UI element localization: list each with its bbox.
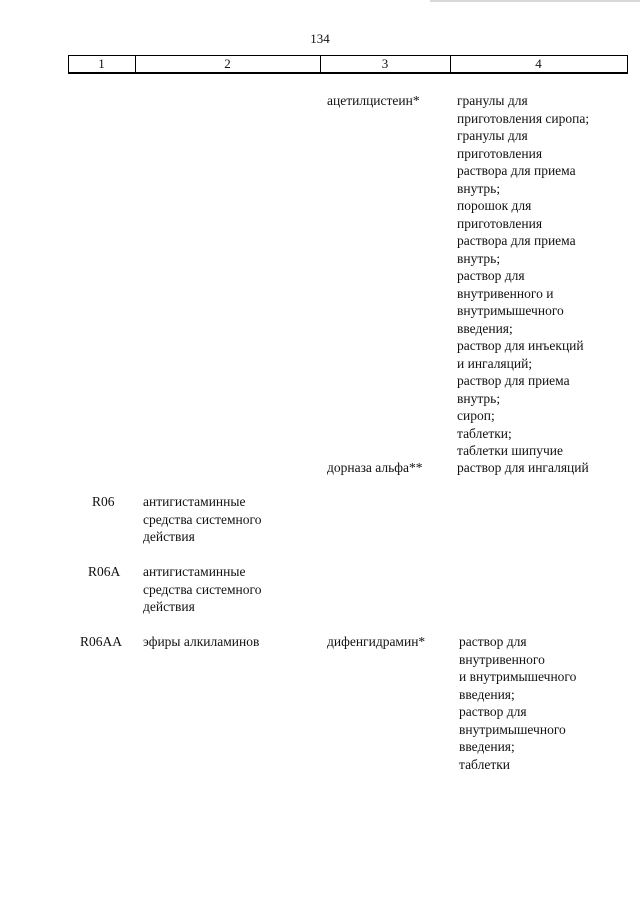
header-col-3: 3 xyxy=(381,56,389,71)
dosage-form-line: внутривенного и xyxy=(457,285,554,301)
dosage-form-line: и ингаляций; xyxy=(457,355,533,371)
dosage-form-line: и внутримышечного xyxy=(459,669,577,684)
dosage-form-line: таблетки; xyxy=(457,425,512,441)
dosage-form-line: внутрь; xyxy=(457,180,501,196)
dosage-forms-list xyxy=(459,633,576,773)
dosage-form-line: раствора для приема xyxy=(457,233,576,248)
group-name-line: действия xyxy=(143,529,195,544)
dosage-form-line: раствор для приема xyxy=(457,373,570,388)
group-name-line: антигистаминные xyxy=(143,564,246,579)
atc-group-name xyxy=(143,563,261,616)
dosage-form-line: сироп; xyxy=(457,408,495,423)
header-col-2: 2 xyxy=(224,56,231,71)
dosage-form-line: гранулы для xyxy=(457,93,528,108)
dosage-form-line: гранулы для xyxy=(457,128,528,143)
header-col-4: 4 xyxy=(535,56,542,71)
dosage-form-line: внутрь; xyxy=(457,390,501,406)
group-name-line: действия xyxy=(143,599,195,614)
header-bottom-rule xyxy=(68,72,628,74)
dosage-form-line: приготовления сиропа; xyxy=(457,110,590,126)
drug-name: дорназа альфа** xyxy=(327,460,423,475)
header-divider xyxy=(627,55,628,73)
dosage-form-line: раствор для xyxy=(457,268,525,283)
dosage-form-line: раствор для инъекций xyxy=(457,338,584,353)
atc-code: R06A xyxy=(88,564,121,579)
dosage-form-line: внутримышечного xyxy=(457,303,564,318)
dosage-form-line: приготовления xyxy=(457,215,543,231)
group-name-line: средства системного xyxy=(143,581,262,597)
dosage-form-line: введения; xyxy=(457,320,513,336)
dosage-form-line: таблетки шипучие xyxy=(457,443,563,458)
atc-code: R06 xyxy=(92,494,115,509)
atc-group-name xyxy=(143,493,261,546)
dosage-form-line: раствор для xyxy=(459,704,527,719)
dosage-form: раствор для ингаляций xyxy=(457,460,589,475)
atc-code: R06AA xyxy=(80,634,123,649)
dosage-form-line: внутривенного xyxy=(459,651,545,667)
drug-name: дифенгидрамин* xyxy=(327,634,426,649)
header-col-1: 1 xyxy=(98,56,105,71)
dosage-form-line: внутримышечного xyxy=(459,721,566,737)
dosage-form-line: раствора для приема xyxy=(457,163,576,178)
dosage-forms-list xyxy=(457,92,589,460)
drug-name: ацетилцистеин* xyxy=(327,93,420,108)
dosage-form-line: введения; xyxy=(459,739,515,754)
scan-edge-mark xyxy=(430,0,640,2)
dosage-form-line: приготовления xyxy=(457,145,543,161)
dosage-form-line: внутрь; xyxy=(457,250,501,266)
dosage-form-line: раствор для xyxy=(459,634,527,649)
page-number: 134 xyxy=(310,31,330,46)
dosage-form-line: порошок для xyxy=(457,198,532,213)
group-name-line: антигистаминные xyxy=(143,494,246,509)
dosage-form-line: введения; xyxy=(459,686,515,702)
dosage-form-line: таблетки xyxy=(459,756,511,772)
group-name-line: средства системного xyxy=(143,511,262,527)
atc-group-name: эфиры алкиламинов xyxy=(143,634,260,649)
